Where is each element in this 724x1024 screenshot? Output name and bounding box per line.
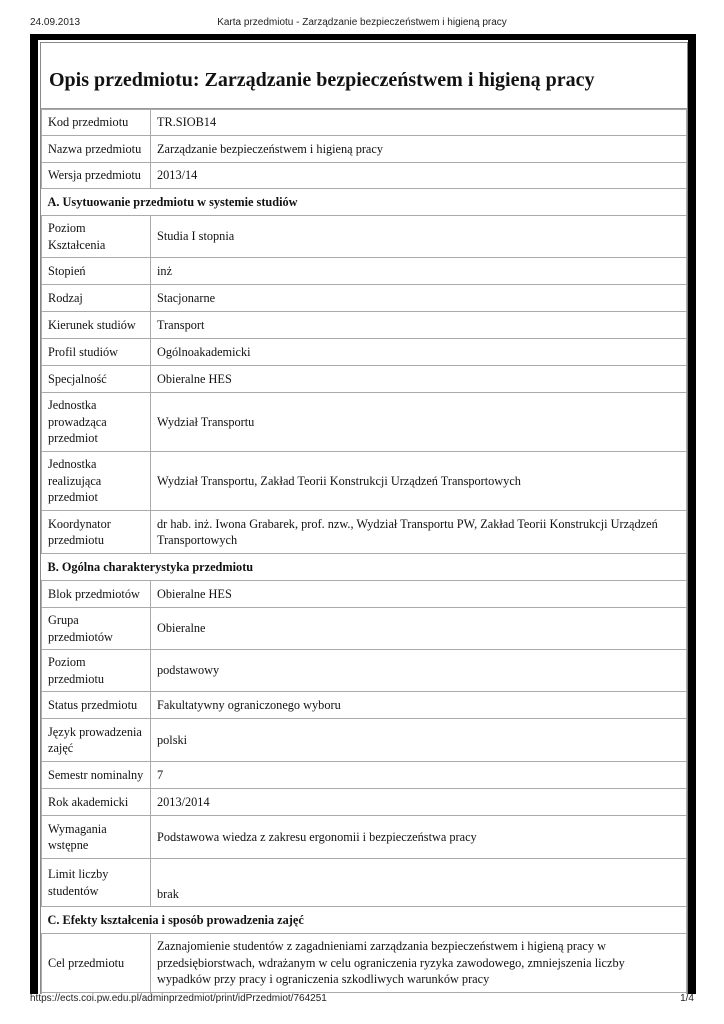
table-row [42, 136, 687, 163]
row-label: Jednostka prowadząca przedmiot [42, 393, 151, 452]
course-table [41, 109, 687, 994]
row-label: Poziom Kształcenia [42, 216, 151, 258]
section-title: C. Efekty kształcenia i sposób prowadzenia zajęć [42, 907, 687, 934]
row-value: 2013/2014 [151, 789, 687, 816]
table-row [42, 312, 687, 339]
course-card [40, 42, 688, 994]
row-value: inż [151, 258, 687, 285]
row-value: Ogólnoakademicki [151, 339, 687, 366]
table-row [42, 285, 687, 312]
row-value: Zarządzanie bezpieczeństwem i higieną pracy [151, 136, 687, 163]
print-header [0, 0, 724, 30]
row-value: Transport [151, 312, 687, 339]
page-number: 1/4 [680, 993, 694, 1004]
row-value: 7 [151, 762, 687, 789]
table-row [42, 650, 687, 692]
row-label: Język prowadzenia zajęć [42, 719, 151, 762]
table-row [42, 789, 687, 816]
section-title: A. Usytuowanie przedmiotu w systemie studiów [42, 189, 687, 216]
table-row [42, 452, 687, 511]
row-label: Poziom przedmiotu [42, 650, 151, 692]
row-label: Jednostka realizująca przedmiot [42, 452, 151, 511]
row-value: Podstawowa wiedza z zakresu ergonomii i bezpieczeństwa pracy [151, 816, 687, 859]
table-row [42, 934, 687, 993]
section-header-b [42, 554, 687, 581]
row-value: Wydział Transportu [151, 393, 687, 452]
row-value: dr hab. inż. Iwona Grabarek, prof. nzw., Wydział Transportu PW, Zakład Teorii Konstrukcji Urządzeń Transportowych [151, 511, 687, 554]
row-value: Fakultatywny ograniczonego wyboru [151, 692, 687, 719]
page-title: Opis przedmiotu: Zarządzanie bezpieczeństwem i higieną pracy [41, 43, 687, 109]
row-value: Obieralne HES [151, 581, 687, 608]
row-label: Kierunek studiów [42, 312, 151, 339]
print-footer [0, 993, 724, 1013]
table-row [42, 762, 687, 789]
row-label: Specjalność [42, 366, 151, 393]
row-label: Limit liczby studentów [42, 859, 151, 907]
table-row [42, 816, 687, 859]
row-value: polski [151, 719, 687, 762]
row-label: Stopień [42, 258, 151, 285]
row-value: 2013/14 [151, 163, 687, 189]
row-label: Wersja przedmiotu [42, 163, 151, 189]
row-label: Rodzaj [42, 285, 151, 312]
row-label: Semestr nominalny [42, 762, 151, 789]
row-value: Zaznajomienie studentów z zagadnieniami zarządzania bezpieczeństwem i higieną pracy w przedsiębiorstwach, wdrażanym w celu ograniczenia ryzyka zawodowego, zmniejszenia liczby wypadków przy pracy i ograniczenia szkodliwych warunków pracy [151, 934, 687, 993]
table-row [42, 339, 687, 366]
table-row [42, 859, 687, 907]
row-value: Obieralne [151, 608, 687, 650]
section-header-c [42, 907, 687, 934]
row-value: brak [151, 859, 687, 907]
table-row [42, 216, 687, 258]
table-row [42, 393, 687, 452]
table-row [42, 692, 687, 719]
row-value: Obieralne HES [151, 366, 687, 393]
table-row [42, 163, 687, 189]
print-date: 24.09.2013 [30, 17, 81, 28]
table-row [42, 366, 687, 393]
row-value: Wydział Transportu, Zakład Teorii Konstrukcji Urządzeń Transportowych [151, 452, 687, 511]
section-header-a [42, 189, 687, 216]
table-row [42, 581, 687, 608]
row-value: TR.SIOB14 [151, 110, 687, 136]
row-label: Profil studiów [42, 339, 151, 366]
row-label: Wymagania wstępne [42, 816, 151, 859]
print-document-title: Karta przedmiotu - Zarządzanie bezpieczeństwem i higieną pracy [217, 17, 507, 28]
section-title: B. Ogólna charakterystyka przedmiotu [42, 554, 687, 581]
row-label: Status przedmiotu [42, 692, 151, 719]
document-sheet [38, 40, 688, 994]
row-value: Studia I stopnia [151, 216, 687, 258]
row-label: Kod przedmiotu [42, 110, 151, 136]
row-value: podstawowy [151, 650, 687, 692]
row-value: Stacjonarne [151, 285, 687, 312]
document-frame [30, 34, 696, 994]
table-row [42, 719, 687, 762]
row-label: Nazwa przedmiotu [42, 136, 151, 163]
table-row [42, 110, 687, 136]
row-label: Koordynator przedmiotu [42, 511, 151, 554]
row-label: Grupa przedmiotów [42, 608, 151, 650]
table-row [42, 608, 687, 650]
row-label: Blok przedmiotów [42, 581, 151, 608]
row-label: Rok akademicki [42, 789, 151, 816]
print-url: https://ects.coi.pw.edu.pl/adminprzedmiot/print/idPrzedmiot/764251 [30, 993, 327, 1004]
table-row [42, 511, 687, 554]
row-label: Cel przedmiotu [42, 934, 151, 993]
table-row [42, 258, 687, 285]
